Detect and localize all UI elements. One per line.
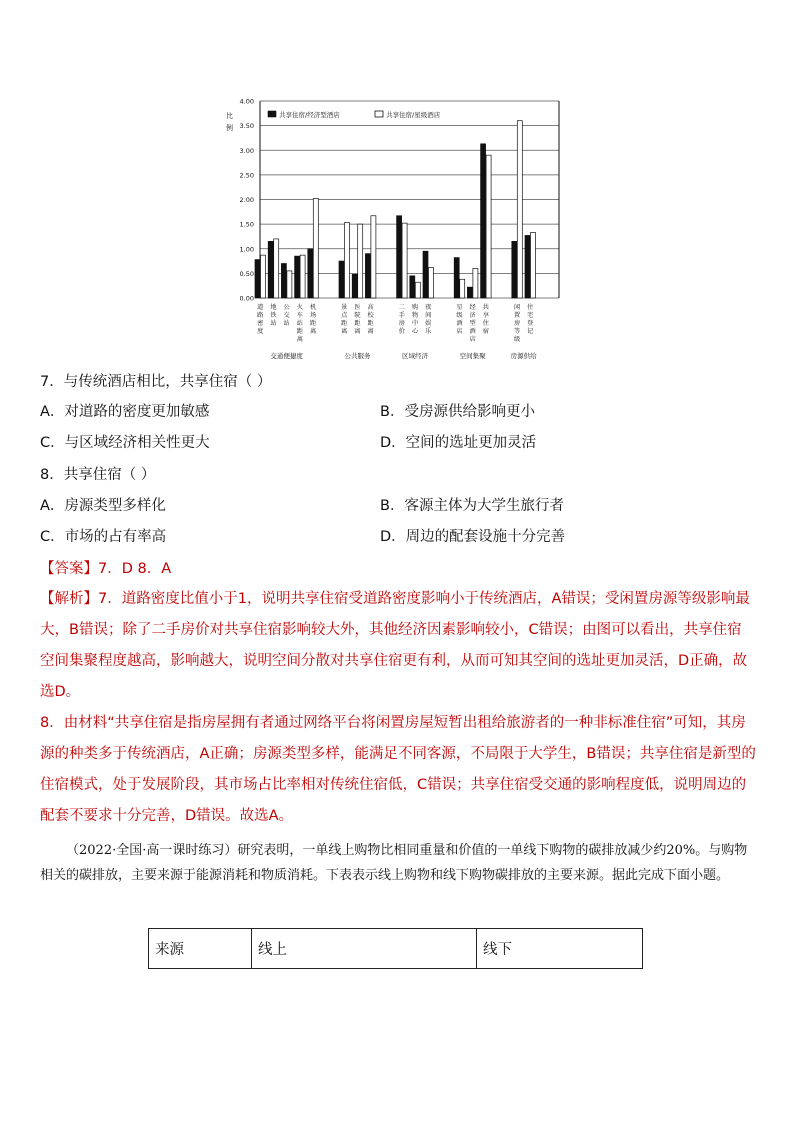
category-label-char: 路 xyxy=(257,312,264,319)
bar-economy xyxy=(423,251,428,298)
group-label: 区域经济 xyxy=(402,352,429,360)
category-label-char: 距 xyxy=(296,328,303,335)
category-label-char: 机 xyxy=(309,304,317,311)
y-tick-label: 3.00 xyxy=(239,146,254,155)
category-label-char: 型 xyxy=(469,320,476,327)
category-label-char: 心 xyxy=(411,328,419,335)
analysis-q8: 8．由材料“共享住宿是指房屋拥有者通过网络平台将闲置房屋短暂出租给旅游者的一种非标准住宿”可知，其房源的种类多于传统酒店，A正确；房源类型多样，能满足不同客源，不局限于大学生，B错误；共享住宿是新型的住宿模式，处于发展阶段，其市场占比率相对传统住宿低，C错误；共享住宿受交通的影响程度低，说明周边的配套不要求十分完善，D错误。故选A。 xyxy=(40,715,756,824)
legend-label-economy: 共享住宿/经济型酒店 xyxy=(279,111,340,119)
category-label-char: 购 xyxy=(411,304,419,311)
category-label-char: 距 xyxy=(354,320,361,327)
q8-option-d: D．周边的配套设施十分完善 xyxy=(380,529,566,545)
category-label-char: 铁 xyxy=(270,312,277,319)
bar-chart xyxy=(222,94,567,362)
category-label-char: 度 xyxy=(257,328,264,335)
category-label-char: 离 xyxy=(367,328,374,335)
bar-economy xyxy=(512,241,517,298)
bar-star xyxy=(371,216,376,298)
bar-star xyxy=(429,267,434,298)
bar-economy xyxy=(467,287,472,298)
q7-stem: 7．与传统酒店相比，共享住宿（ ） xyxy=(40,374,272,390)
category-label-char: 宅 xyxy=(527,312,534,319)
bar-economy xyxy=(525,235,530,298)
bar-economy xyxy=(308,249,313,298)
category-label-char: 高 xyxy=(367,304,374,311)
table-header-offline: 线下 xyxy=(477,929,643,969)
bar-economy xyxy=(454,258,459,298)
category-label-char: 医 xyxy=(354,304,361,311)
category-label-char: 场 xyxy=(309,312,317,319)
bar-star xyxy=(261,255,266,298)
category-label-char: 距 xyxy=(309,320,317,327)
analysis-tag: 【解析】 xyxy=(40,591,98,607)
category-label-char: 住 xyxy=(527,304,534,311)
category-label-char: 距 xyxy=(367,320,374,327)
answer-text: 7．D 8．A xyxy=(98,561,172,577)
bar-economy xyxy=(365,254,370,298)
category-label-char: 站 xyxy=(296,320,303,327)
category-label-char: 店 xyxy=(469,336,476,343)
category-label-char: 夜 xyxy=(425,304,432,311)
q7-option-c: C．与区域经济相关性更大 xyxy=(40,435,210,451)
bar-economy xyxy=(255,260,260,298)
material-intro: （2022·全国·高一课时练习）研究表明，一单线上购物比相同重量和价值的一单线下购物的碳排放减少约20%。与购物相关的碳排放，主要来源于能源消耗和物质消耗。下表表示线上购物和线下购物碳排放的主要来源。据此完成下面小题。 xyxy=(40,843,748,883)
category-label-char: 共 xyxy=(482,304,489,311)
category-label-char: 公 xyxy=(283,304,290,311)
bar-economy xyxy=(295,256,300,298)
answer-tag: 【答案】 xyxy=(40,561,98,577)
bar-star xyxy=(287,271,292,298)
category-label-char: 中 xyxy=(411,320,419,327)
category-label-char: 间 xyxy=(425,312,432,319)
group-label: 房源供给 xyxy=(510,352,537,360)
carbon-source-table xyxy=(148,928,643,969)
category-label-char: 站 xyxy=(270,320,277,327)
bar-star xyxy=(517,121,522,298)
category-label-char: 道 xyxy=(257,304,264,311)
category-label-char: 置 xyxy=(513,312,521,319)
category-label-char: 娱 xyxy=(425,320,432,327)
bar-star xyxy=(358,224,363,298)
category-label-char: 店 xyxy=(456,328,463,335)
q8-option-a: A．房源类型多样化 xyxy=(40,498,166,514)
bar-star xyxy=(415,282,420,298)
legend-label-star: 共享住宿/星级酒店 xyxy=(386,111,441,119)
category-label-char: 密 xyxy=(257,320,264,327)
table-header-source: 来源 xyxy=(149,929,252,969)
table-header-row xyxy=(149,929,643,969)
category-label-char: 享 xyxy=(482,312,489,319)
group-label: 空间集聚 xyxy=(459,352,486,360)
legend-swatch-economy xyxy=(268,111,276,117)
bar-star xyxy=(402,223,407,298)
y-tick-label: 0.50 xyxy=(239,269,254,278)
category-label-char: 车 xyxy=(296,312,303,319)
bar-economy xyxy=(397,216,402,298)
analysis-q7 xyxy=(40,584,756,708)
group-label: 交通便捷度 xyxy=(270,352,303,360)
y-tick-label: 1.00 xyxy=(239,245,254,254)
category-label-char: 酒 xyxy=(456,320,463,327)
bar-star xyxy=(345,223,350,298)
bar-economy xyxy=(268,241,273,298)
category-label-char: 物 xyxy=(411,312,419,319)
q7-option-a: A．对道路的密度更加敏感 xyxy=(40,404,210,420)
category-label-char: 离 xyxy=(354,328,361,335)
category-label-char: 手 xyxy=(398,312,405,319)
category-label-char: 离 xyxy=(309,328,317,335)
category-label-char: 宿 xyxy=(482,328,489,335)
category-label-char: 地 xyxy=(270,304,277,311)
q8-option-b: B．客源主体为大学生旅行者 xyxy=(380,498,564,514)
category-label-char: 交 xyxy=(283,312,290,319)
bar-economy xyxy=(410,276,415,298)
bar-star xyxy=(531,232,536,298)
analysis-q7-text: 7．道路密度比值小于1，说明共享住宿受道路密度影响小于传统酒店，A错误；受闲置房源等级影响最大，B错误；除了二手房价对共享住宿影响较大外，其他经济因素影响较小，C错误；由图可以看出，共享住宿空间集聚程度越高，影响越大，说明空间分散对共享住宿更有利，从而可知其空间的选址更加灵活，D正确，故选D。 xyxy=(40,591,750,700)
bar-star xyxy=(274,239,279,298)
y-tick-label: 1.50 xyxy=(239,220,254,229)
legend-swatch-star xyxy=(375,111,383,117)
category-label-char: 离 xyxy=(341,328,348,335)
y-tick-label: 0.00 xyxy=(239,294,254,303)
bar-star xyxy=(313,199,318,298)
category-label-char: 住 xyxy=(482,320,489,327)
category-label-char: 二 xyxy=(398,304,405,311)
category-label-char: 景 xyxy=(341,304,348,311)
category-label-char: 记 xyxy=(527,328,534,335)
category-label-char: 级 xyxy=(513,336,521,343)
q8-stem: 8．共享住宿（ ） xyxy=(40,467,156,483)
bar-star xyxy=(486,155,491,298)
y-tick-label: 3.50 xyxy=(239,122,254,131)
category-label-char: 院 xyxy=(354,312,361,319)
q7-option-d: D．空间的选址更加灵活 xyxy=(380,435,537,451)
category-label-char: 级 xyxy=(456,312,463,319)
category-label-char: 房 xyxy=(513,320,521,327)
category-label-char: 离 xyxy=(296,336,303,343)
category-label-char: 校 xyxy=(367,312,374,319)
bar-economy xyxy=(481,144,486,298)
category-label-char: 站 xyxy=(283,320,290,327)
group-label: 公共服务 xyxy=(344,352,371,360)
q7-option-b: B．受房源供给影响更小 xyxy=(380,404,535,420)
category-label-char: 火 xyxy=(296,304,303,311)
category-label-char: 星 xyxy=(456,304,463,311)
y-tick-label: 2.50 xyxy=(239,171,254,180)
bar-economy xyxy=(339,261,344,298)
bar-economy xyxy=(281,264,286,298)
q8-option-c: C．市场的占有率高 xyxy=(40,529,167,545)
bar-economy xyxy=(352,274,357,298)
category-label-char: 价 xyxy=(398,328,405,335)
bar-star xyxy=(473,268,478,298)
y-axis-label: 例 xyxy=(226,124,233,132)
category-label-char: 等 xyxy=(513,328,521,335)
bar-star xyxy=(460,279,465,298)
table-header-online: 线上 xyxy=(252,929,477,969)
category-label-char: 房 xyxy=(398,320,405,327)
category-label-char: 酒 xyxy=(469,328,476,335)
category-label-char: 乐 xyxy=(425,328,432,335)
category-label-char: 经 xyxy=(469,304,476,311)
y-tick-label: 2.00 xyxy=(239,196,254,204)
category-label-char: 点 xyxy=(341,312,348,319)
category-label-char: 距 xyxy=(341,320,348,327)
category-label-char: 济 xyxy=(469,312,476,319)
y-tick-label: 4.00 xyxy=(239,97,254,106)
category-label-char: 闲 xyxy=(513,304,521,311)
y-axis-label: 比 xyxy=(226,112,233,120)
answer-line xyxy=(40,559,171,579)
bar-star xyxy=(300,255,305,298)
category-label-char: 登 xyxy=(527,320,534,327)
